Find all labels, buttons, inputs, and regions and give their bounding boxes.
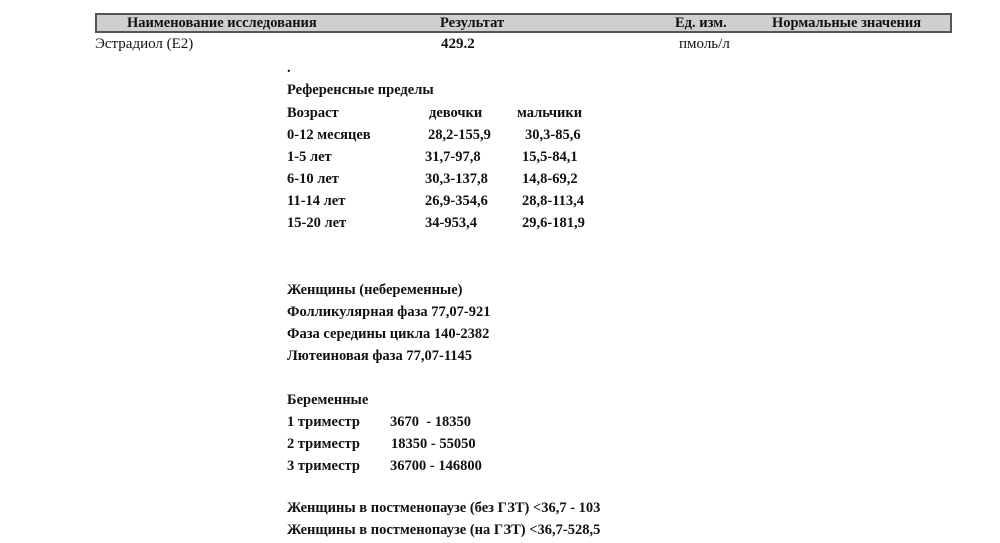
trimester-row bbox=[287, 436, 587, 456]
trimester-label: 2 триместр bbox=[287, 436, 360, 452]
age-label: 0-12 месяцев bbox=[287, 127, 371, 143]
trimester-label: 1 триместр bbox=[287, 414, 360, 430]
women-phase: Фаза середины цикла 140-2382 bbox=[287, 326, 490, 342]
boys-header: мальчики bbox=[517, 105, 583, 121]
trimester-range: 36700 - 146800 bbox=[390, 458, 482, 474]
test-result: 429.2 bbox=[441, 36, 475, 52]
age-label: 6-10 лет bbox=[287, 171, 339, 187]
age-row bbox=[287, 127, 687, 147]
age-label: 15-20 лет bbox=[287, 215, 347, 231]
age-header-row bbox=[287, 105, 687, 125]
girls-range: 28,2-155,9 bbox=[428, 127, 491, 143]
postmenopause-no-hrt: Женщины в постменопаузе (без ГЗТ) <36,7 - 103 bbox=[287, 500, 601, 516]
trimester-row bbox=[287, 414, 587, 434]
boys-range: 14,8-69,2 bbox=[522, 171, 578, 187]
girls-range: 26,9-354,6 bbox=[425, 193, 488, 209]
header-unit: Ед. изм. bbox=[675, 15, 727, 31]
boys-range: 15,5-84,1 bbox=[522, 149, 578, 165]
women-phase: Фолликулярная фаза 77,07-921 bbox=[287, 304, 491, 320]
boys-range: 29,6-181,9 bbox=[522, 215, 585, 231]
trimester-row bbox=[287, 458, 587, 478]
age-row bbox=[287, 193, 687, 213]
girls-range: 30,3-137,8 bbox=[425, 171, 488, 187]
girls-header: девочки bbox=[429, 105, 483, 121]
boys-range: 28,8-113,4 bbox=[522, 193, 585, 209]
women-title: Женщины (небеременные) bbox=[287, 282, 463, 298]
age-row bbox=[287, 171, 687, 191]
table-header bbox=[95, 13, 952, 33]
age-label: 11-14 лет bbox=[287, 193, 346, 209]
trimester-label: 3 триместр bbox=[287, 458, 360, 474]
reference-dot: . bbox=[287, 60, 291, 76]
age-row bbox=[287, 149, 687, 169]
postmenopause-hrt: Женщины в постменопаузе (на ГЗТ) <36,7-528,5 bbox=[287, 522, 601, 538]
header-result: Результат bbox=[440, 15, 505, 31]
girls-range: 31,7-97,8 bbox=[425, 149, 481, 165]
trimester-range: 3670 - 18350 bbox=[390, 414, 471, 430]
reference-title: Референсные пределы bbox=[287, 82, 434, 98]
age-label: 1-5 лет bbox=[287, 149, 332, 165]
boys-range: 30,3-85,6 bbox=[525, 127, 581, 143]
trimester-range: 18350 - 55050 bbox=[391, 436, 476, 452]
header-name: Наименование исследования bbox=[127, 15, 317, 31]
girls-range: 34-953,4 bbox=[425, 215, 477, 231]
test-unit: пмоль/л bbox=[679, 36, 730, 52]
women-phase: Лютеиновая фаза 77,07-1145 bbox=[287, 348, 473, 364]
test-name: Эстрадиол (E2) bbox=[95, 36, 194, 52]
pregnant-title: Беременные bbox=[287, 392, 369, 408]
age-header: Возраст bbox=[287, 105, 339, 121]
header-normal: Нормальные значения bbox=[772, 15, 922, 31]
age-row bbox=[287, 215, 687, 235]
